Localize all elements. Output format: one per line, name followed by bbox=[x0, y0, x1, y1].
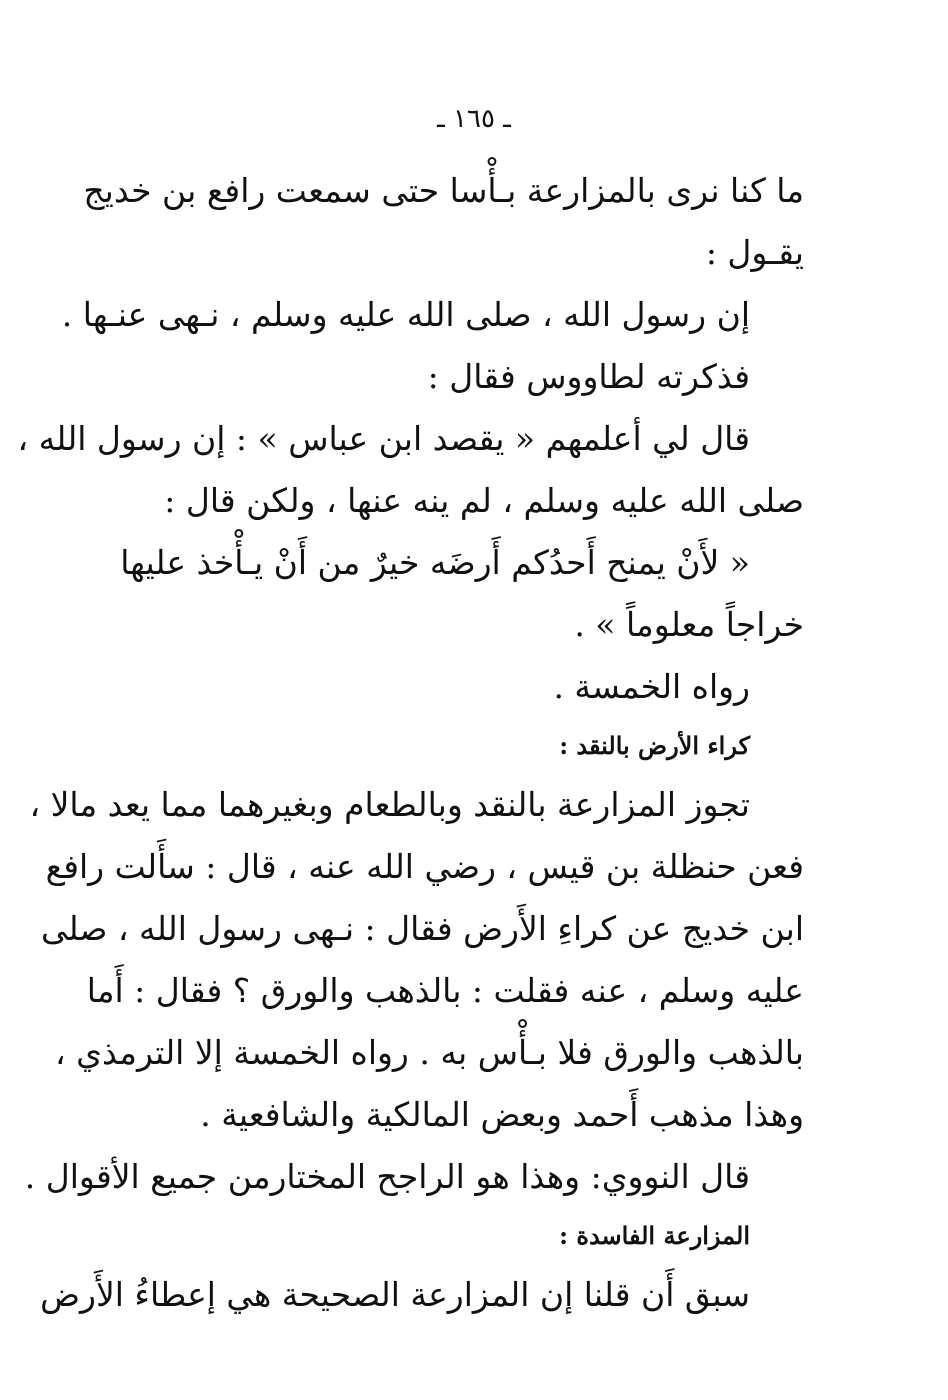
text-line: سبق أَن قلنا إن المزارعة الصحيحة هي إعطاءُ الأَرض bbox=[40, 1275, 750, 1314]
text-line: تجوز المزارعة بالنقد وبالطعام وبغيرهما مما يعد مالا ، bbox=[29, 785, 750, 824]
text-line: إن رسول الله ، صلى الله عليه وسلم ، نـهى عنـها . bbox=[61, 295, 750, 334]
section-heading: كراء الأرض بالنقد : bbox=[559, 731, 750, 760]
text-line: عليه وسلم ، عنه فقلت : بالذهب والورق ؟ فقال : أَما bbox=[86, 971, 804, 1010]
text-line: وهذا مذهب أَحمد وبعض المالكية والشافعية . bbox=[200, 1095, 804, 1134]
text-line: يقـول : bbox=[705, 233, 804, 272]
page-body bbox=[17, 160, 804, 1326]
text-line: خراجاً معلوماً » . bbox=[574, 605, 804, 644]
section-heading: المزارعة الفاسدة : bbox=[559, 1221, 750, 1250]
text-line: فذكرته لطاووس فقال : bbox=[427, 357, 750, 396]
text-line: صلى الله عليه وسلم ، لم ينه عنها ، ولكن قال : bbox=[164, 481, 804, 520]
text-line: « لأَنْ يمنح أَحدُكم أَرضَه خيرٌ من أَنْ يـأْخذ عليها bbox=[120, 543, 750, 582]
text-line: ما كنا نرى بالمزارعة بـأْسا حتى سمعت رافع بن خديج bbox=[83, 171, 804, 210]
page-number: ـ ١٦٥ ـ bbox=[437, 104, 511, 134]
text-line: قال النووي: وهذا هو الراجح المختارمن جميع الأقوال . bbox=[24, 1157, 750, 1196]
text-line: قال لي أعلمهم « يقصد ابن عباس » : إن رسول الله ، bbox=[17, 419, 750, 458]
text-line: ابن خديج عن كراءِ الأَرض فقال : نـهى رسول الله ، صلى bbox=[40, 909, 804, 948]
text-line: بالذهب والورق فلا بـأْس به . رواه الخمسة إلا الترمذي ، bbox=[54, 1033, 804, 1072]
text-line: رواه الخمسة . bbox=[553, 667, 750, 706]
text-line: فعن حنظلة بن قيس ، رضي الله عنه ، قال : سأَلت رافع bbox=[45, 847, 804, 886]
